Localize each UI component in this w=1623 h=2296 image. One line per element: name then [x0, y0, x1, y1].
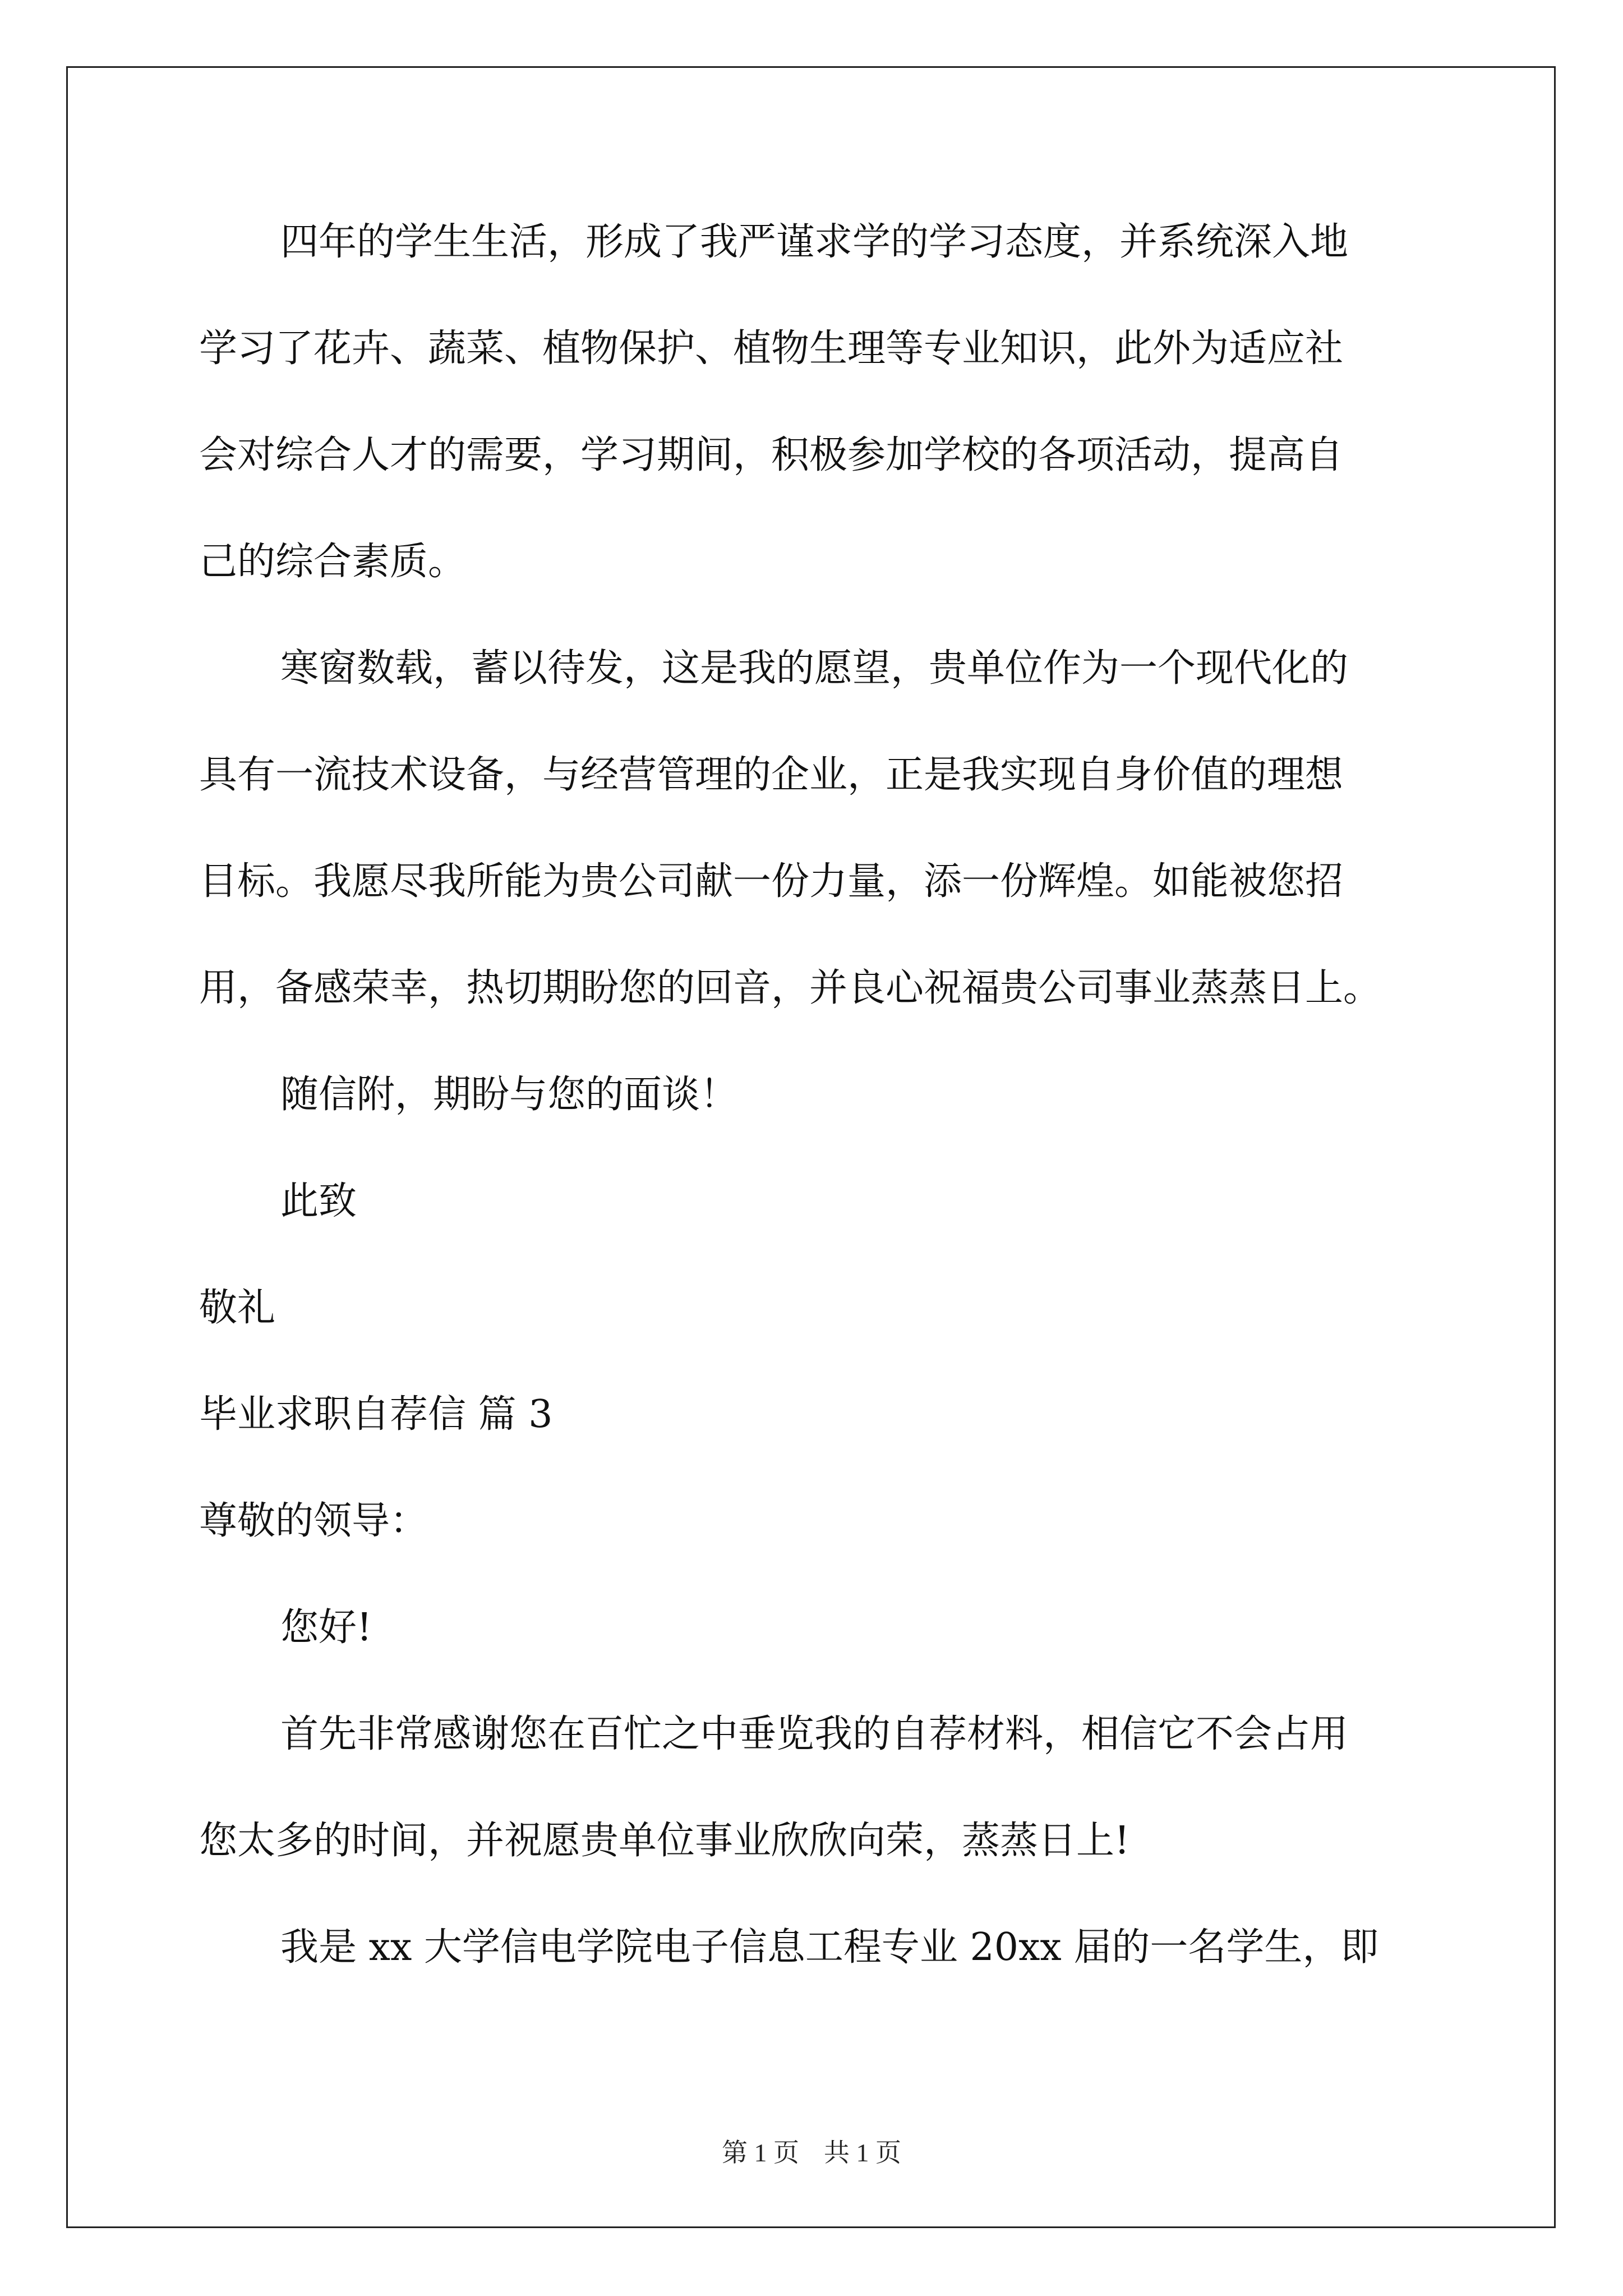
page-footer: [0, 2138, 1623, 2168]
paragraph-line: 首先非常感谢您在百忙之中垂览我的自荐材料，相信它不会占用: [280, 1712, 1349, 1756]
page-number-current: 第 1 页: [722, 2138, 799, 2167]
paragraph-line: 我是 xx 大学信电学院电子信息工程专业 20xx 届的一名学生，即: [280, 1925, 1379, 1970]
paragraph-line: 用，备感荣幸，热切期盼您的回音，并良心祝福贵公司事业蒸蒸日上。: [199, 966, 1382, 1010]
closing-salute: 敬礼: [199, 1286, 276, 1330]
paragraph-line: 随信附，期盼与您的面谈！: [280, 1073, 739, 1117]
closing-line: 此致: [280, 1179, 357, 1223]
paragraph-line: 己的综合素质。: [199, 540, 467, 584]
salutation: 尊敬的领导：: [199, 1499, 428, 1543]
paragraph-line: 目标。我愿尽我所能为贵公司献一份力量，添一份辉煌。如能被您招: [199, 859, 1344, 904]
page-number-total: 共 1 页: [824, 2138, 901, 2167]
paragraph-line: 会对综合人才的需要，学习期间，积极参加学校的各项活动，提高自: [199, 433, 1344, 477]
paragraph-line: 寒窗数载，蓄以待发，这是我的愿望，贵单位作为一个现代化的: [280, 646, 1349, 691]
paragraph-line: 您太多的时间，并祝愿贵单位事业欣欣向荣，蒸蒸日上!: [199, 1819, 1130, 1863]
document-body: [199, 222, 1455, 2033]
paragraph-line: 学习了花卉、蔬菜、植物保护、植物生理等专业知识，此外为适应社: [199, 326, 1344, 371]
section-heading: 毕业求职自荐信 篇 3: [199, 1392, 553, 1437]
greeting: 您好!: [280, 1605, 372, 1650]
paragraph-line: 四年的学生生活，形成了我严谨求学的学习态度，并系统深入地: [280, 220, 1349, 264]
paragraph-line: 具有一流技术设备，与经营管理的企业，正是我实现自身价值的理想: [199, 753, 1344, 797]
